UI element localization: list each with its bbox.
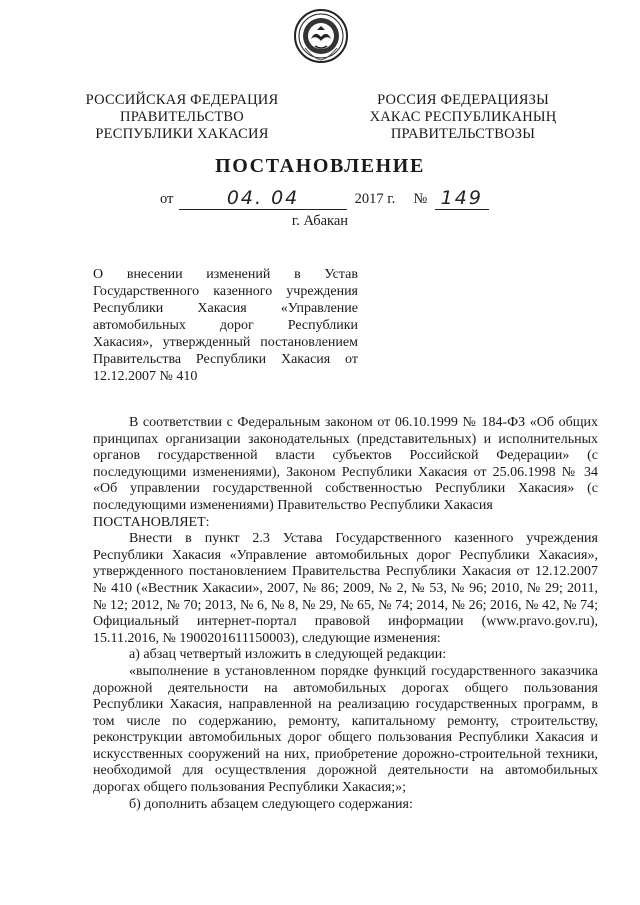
city-name: г. Абакан <box>291 213 349 229</box>
document-subject: О внесении изменений в Устав Государственного казенного учреждения Республики Хакасия «Управление автомобильных дорог Республики Хакасия», утвержденный постановлением Правительства Республики Хакасия от 12.12.2007 № 410 <box>93 267 358 384</box>
document-body <box>93 415 598 813</box>
coat-of-arms-emblem <box>293 8 349 64</box>
handwritten-number: 149 <box>435 187 489 210</box>
header-left-line: РЕСПУБЛИКИ ХАКАСИЯ <box>95 126 269 142</box>
item-b-heading: б) дополнить абзацем следующего содержания: <box>129 796 413 812</box>
handwritten-date: 04. 04 <box>179 187 347 210</box>
header-right-line: РОССИЯ ФЕДЕРАЦИЯЗЫ <box>377 92 549 108</box>
item-a-text: «выполнение в установленном порядке функций государственного заказчика дорожной деятельности на автомобильных дорогах общего пользования Республики Хакасия, направленной на реализацию государственных программ, в том числе по содержанию, ремонту, капитальному ремонту, строительству, реконструкции автомобильных дорог общего пользования Республики Хакасия и искусственных сооружений на них, приобретение дорожно-строительной техники, необходимой для осуществления дорожной деятельности на автомобильных дорогах общего пользования Республики Хакасия;»; <box>93 663 598 796</box>
item-one-paragraph: Внести в пункт 2.3 Устава Государственного казенного учреждения Республики Хакасия «Управление автомобильных дорог Республики Хакасия», утвержденного постановлением Правительства Республики Хакасия от 12.12.2007 № 410 («Вестник Хакасии», 2007, № 86; 2009, № 2, № 53, № 96; 2010, № 29; 2011, № 12; 2012, № 70; 2013, № 6, № 8, № 29, № 65, № 74; 2014, № 26; 2016, № 42, № 74; Официальный интернет-портал правовой информации (www.pravo.gov.ru), 15.11.2016, № 1900201611150003), следующие изменения: <box>93 531 598 646</box>
document-title: ПОСТАНОВЛЕНИЕ <box>215 155 425 177</box>
from-label: от <box>160 191 174 207</box>
header-right-line: ПРАВИТЕЛЬСТВОЗЫ <box>390 126 536 142</box>
preamble-paragraph: В соответствии с Федеральным законом от 06.10.1999 № 184-ФЗ «Об общих принципах организации законодательных (представительных) и исполнительных органов государственной власти субъектов Российской Федерации» (с последующими изменениями), Законом Республики Хакасия от 25.06.1998 № 34 «Об управлении государственной собственностью Республики Хакасия» (с последующими изменениями) Правительство Республики Хакасия <box>93 415 598 513</box>
header-right-block <box>368 92 558 143</box>
year-label: 2017 г. <box>354 191 396 207</box>
header-left-block <box>84 92 280 143</box>
item-a-heading: а) абзац четвертый изложить в следующей редакции: <box>129 647 447 663</box>
decree-word: ПОСТАНОВЛЯЕТ: <box>93 514 210 530</box>
header-right-line: ХАКАС РЕСПУБЛИКАНЫҢ <box>369 109 557 125</box>
number-label: № <box>413 191 428 207</box>
date-number-line <box>160 186 489 209</box>
header-left-line: ПРАВИТЕЛЬСТВО <box>120 109 244 125</box>
header-left-line: РОССИЙСКАЯ ФЕДЕРАЦИЯ <box>85 92 279 108</box>
